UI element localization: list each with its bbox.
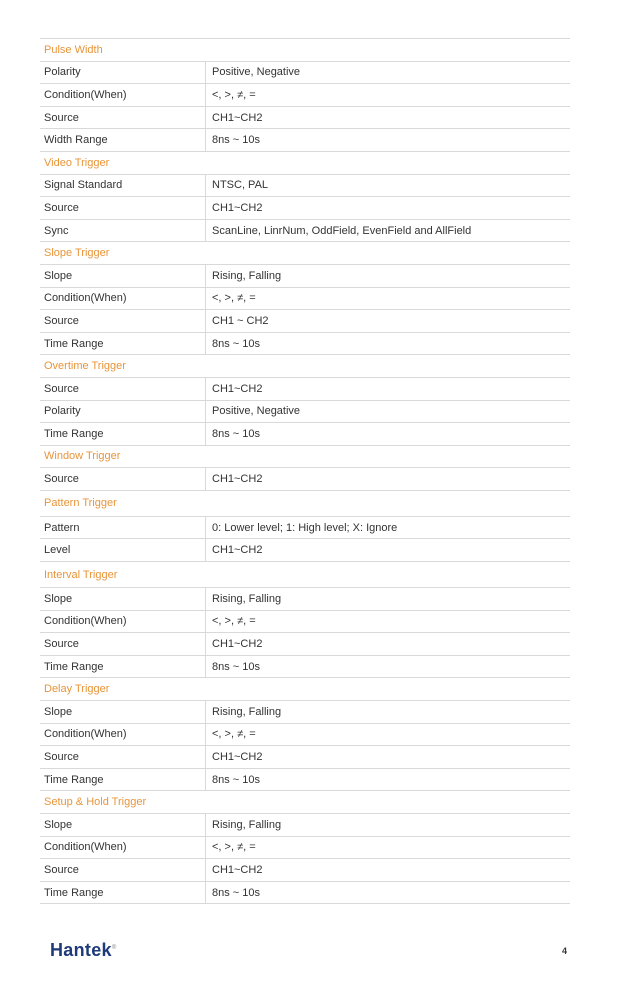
table-row xyxy=(40,265,570,288)
row-value: NTSC, PAL xyxy=(212,179,269,192)
row-value: 8ns ~ 10s xyxy=(212,427,261,440)
row-value: 8ns ~ 10s xyxy=(212,337,261,350)
trademark-symbol: ® xyxy=(111,945,117,951)
table-row xyxy=(40,175,570,198)
table-row xyxy=(40,401,570,424)
row-value: CH1~CH2 xyxy=(212,382,263,395)
brand-name: Hantek xyxy=(50,940,112,960)
page-number: 4 xyxy=(562,946,568,956)
row-value: Rising, Falling xyxy=(212,705,282,718)
row-label: Sync xyxy=(40,220,206,242)
table-row xyxy=(40,814,570,837)
section-title: Delay Trigger xyxy=(40,678,570,701)
table-row xyxy=(40,129,570,152)
row-label: Slope xyxy=(40,701,206,723)
section-title: Interval Trigger xyxy=(40,562,570,588)
row-value: CH1~CH2 xyxy=(212,638,263,651)
table-row xyxy=(40,724,570,747)
table-row xyxy=(40,378,570,401)
row-label: Time Range xyxy=(40,423,206,445)
row-label: Source xyxy=(40,468,206,490)
section-title: Pulse Width xyxy=(40,39,570,62)
row-label: Source xyxy=(40,378,206,400)
spec-table xyxy=(40,38,570,904)
table-row xyxy=(40,288,570,311)
row-label: Source xyxy=(40,107,206,129)
hantek-logo xyxy=(50,940,117,961)
row-value: Positive, Negative xyxy=(212,66,301,79)
row-value: 8ns ~ 10s xyxy=(212,886,261,899)
row-label: Condition(When) xyxy=(40,837,206,859)
section-title: Video Trigger xyxy=(40,152,570,175)
table-row xyxy=(40,769,570,792)
table-row xyxy=(40,859,570,882)
row-label: Slope xyxy=(40,265,206,287)
row-label: Signal Standard xyxy=(40,175,206,197)
row-label: Polarity xyxy=(40,401,206,423)
row-value: Rising, Falling xyxy=(212,592,282,605)
table-row xyxy=(40,837,570,860)
row-value: CH1~CH2 xyxy=(212,863,263,876)
row-value: 8ns ~ 10s xyxy=(212,660,261,673)
row-value: ScanLine, LinrNum, OddField, EvenField and AllField xyxy=(212,224,472,237)
row-label: Source xyxy=(40,310,206,332)
row-label: Condition(When) xyxy=(40,84,206,106)
table-row xyxy=(40,882,570,905)
table-row xyxy=(40,517,570,540)
table-row xyxy=(40,701,570,724)
row-value: Positive, Negative xyxy=(212,405,301,418)
row-value: <, >, ≠, = xyxy=(212,88,256,101)
row-label: Source xyxy=(40,197,206,219)
row-label: Time Range xyxy=(40,769,206,791)
table-row xyxy=(40,611,570,634)
row-value: CH1~CH2 xyxy=(212,111,263,124)
table-row xyxy=(40,62,570,85)
table-row xyxy=(40,746,570,769)
section-title: Slope Trigger xyxy=(40,242,570,265)
row-value: 8ns ~ 10s xyxy=(212,773,261,786)
row-value: Rising, Falling xyxy=(212,269,282,282)
table-row xyxy=(40,197,570,220)
table-row xyxy=(40,310,570,333)
row-value: CH1~CH2 xyxy=(212,473,263,486)
row-value: CH1~CH2 xyxy=(212,751,263,764)
row-label: Slope xyxy=(40,814,206,836)
table-row xyxy=(40,220,570,243)
section-title: Setup & Hold Trigger xyxy=(40,791,570,814)
row-value: <, >, ≠, = xyxy=(212,728,256,741)
row-value: CH1~CH2 xyxy=(212,201,263,214)
table-row xyxy=(40,84,570,107)
section-title: Pattern Trigger xyxy=(40,491,570,517)
row-label: Slope xyxy=(40,588,206,610)
row-label: Time Range xyxy=(40,882,206,904)
row-label: Condition(When) xyxy=(40,724,206,746)
row-label: Width Range xyxy=(40,129,206,151)
row-label: Source xyxy=(40,746,206,768)
table-row xyxy=(40,539,570,562)
row-label: Source xyxy=(40,859,206,881)
row-label: Condition(When) xyxy=(40,611,206,633)
row-label: Level xyxy=(40,539,206,561)
row-label: Condition(When) xyxy=(40,288,206,310)
table-row xyxy=(40,333,570,356)
row-label: Time Range xyxy=(40,656,206,678)
row-value: <, >, ≠, = xyxy=(212,841,256,854)
table-row xyxy=(40,107,570,130)
row-value: 8ns ~ 10s xyxy=(212,134,261,147)
row-value: CH1 ~ CH2 xyxy=(212,314,269,327)
row-value: Rising, Falling xyxy=(212,818,282,831)
section-title: Overtime Trigger xyxy=(40,355,570,378)
row-value: <, >, ≠, = xyxy=(212,615,256,628)
row-value: CH1~CH2 xyxy=(212,544,263,557)
row-value: 0: Lower level; 1: High level; X: Ignore xyxy=(212,521,398,534)
row-label: Source xyxy=(40,633,206,655)
section-title: Window Trigger xyxy=(40,446,570,469)
row-label: Time Range xyxy=(40,333,206,355)
table-row xyxy=(40,656,570,679)
table-row xyxy=(40,468,570,491)
table-row xyxy=(40,633,570,656)
table-row xyxy=(40,588,570,611)
row-label: Pattern xyxy=(40,517,206,539)
table-row xyxy=(40,423,570,446)
row-value: <, >, ≠, = xyxy=(212,292,256,305)
row-label: Polarity xyxy=(40,62,206,84)
